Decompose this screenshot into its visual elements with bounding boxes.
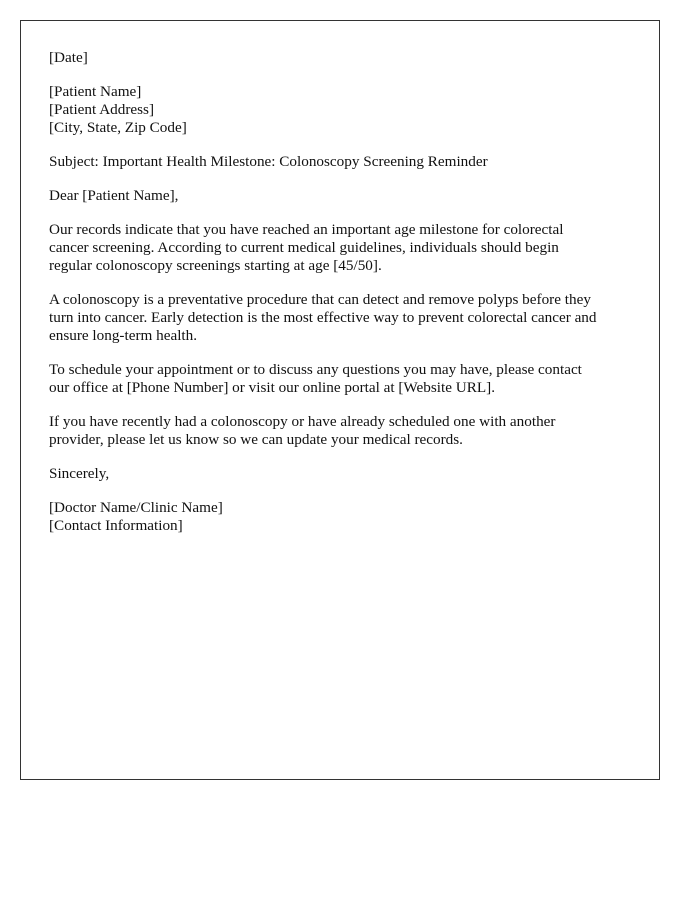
paragraph-line: ensure long-term health. <box>49 327 198 344</box>
recipient-address: [Patient Address] <box>49 101 155 118</box>
paragraph-line: If you have recently had a colonoscopy or have already scheduled one with another <box>49 413 556 430</box>
paragraph-line: regular colonoscopy screenings starting at age [45/50]. <box>49 257 382 274</box>
subject-text: Subject: Important Health Milestone: Colonoscopy Screening Reminder <box>49 153 488 170</box>
paragraph-line: Our records indicate that you have reached an important age milestone for colorectal <box>49 221 564 238</box>
date-text: [Date] <box>49 49 88 66</box>
signature-name: [Doctor Name/Clinic Name] <box>49 499 223 516</box>
recipient-city-state-zip: [City, State, Zip Code] <box>49 119 187 136</box>
letter-salutation <box>49 187 631 205</box>
letter-subject <box>49 153 631 171</box>
paragraph-line: A colonoscopy is a preventative procedure that can detect and remove polyps before they <box>49 291 591 308</box>
paragraph-age-milestone <box>49 221 631 275</box>
paragraph-line: turn into cancer. Early detection is the most effective way to prevent colorectal cancer and <box>49 309 597 326</box>
letter-date <box>49 49 631 67</box>
signature-contact: [Contact Information] <box>49 517 183 534</box>
paragraph-records-update <box>49 413 631 449</box>
paragraph-scheduling <box>49 361 631 397</box>
paragraph-procedure-info <box>49 291 631 345</box>
letter-closing <box>49 465 631 483</box>
recipient-address-block <box>49 83 631 137</box>
paragraph-line: cancer screening. According to current medical guidelines, individuals should begin <box>49 239 559 256</box>
salutation-text: Dear [Patient Name], <box>49 187 179 204</box>
paragraph-line: To schedule your appointment or to discuss any questions you may have, please contact <box>49 361 582 378</box>
signature-block <box>49 499 631 535</box>
paragraph-line: provider, please let us know so we can update your medical records. <box>49 431 463 448</box>
recipient-name: [Patient Name] <box>49 83 142 100</box>
paragraph-line: our office at [Phone Number] or visit our online portal at [Website URL]. <box>49 379 495 396</box>
letter-page <box>20 20 660 780</box>
closing-text: Sincerely, <box>49 465 110 482</box>
